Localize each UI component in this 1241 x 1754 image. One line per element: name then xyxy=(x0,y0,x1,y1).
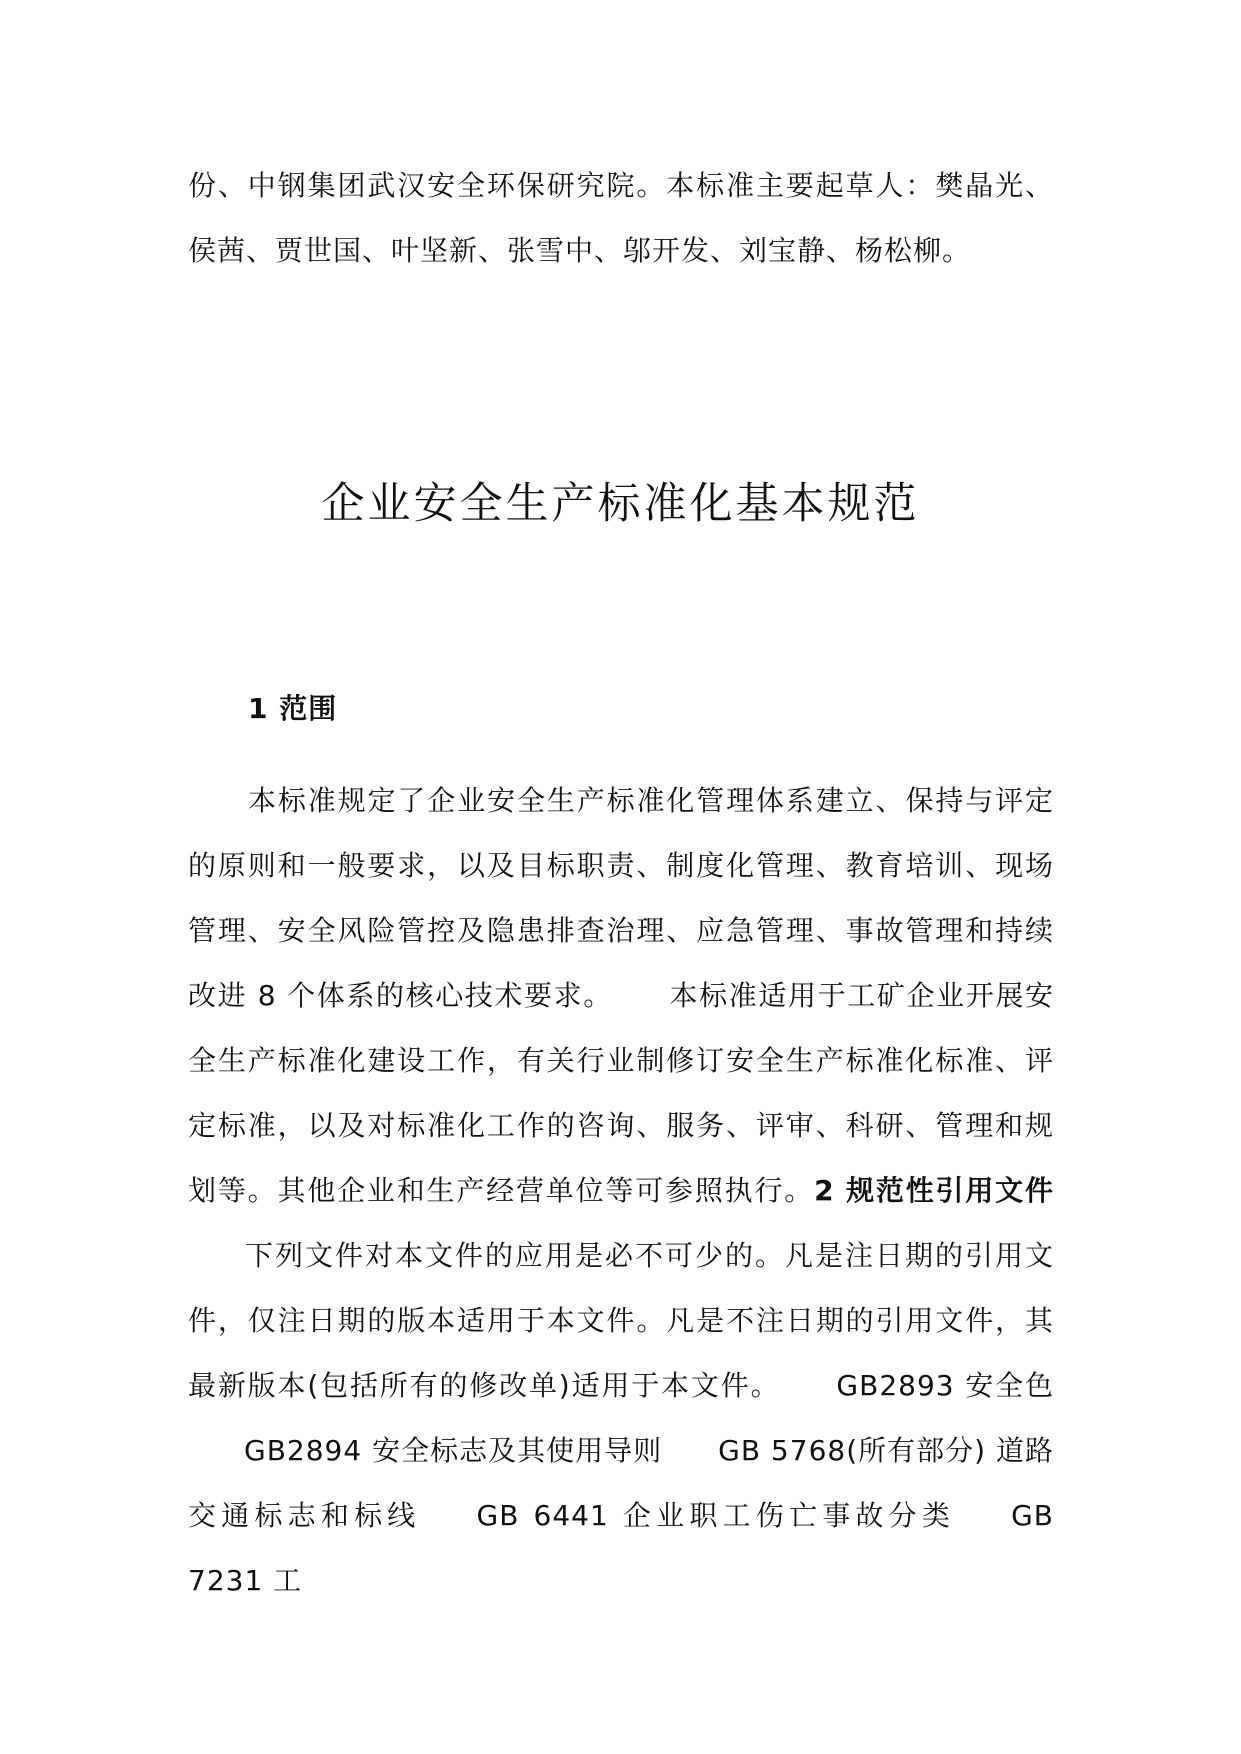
section-1-body-part-b: 本标准适用于工矿企业开展安全生产标准化建设工作，有关行业制修订安全生产标准化标准、评定标准，以及对标准化工作的咨询、服务、评审、科研、管理和规划等。其他企业和生产经营单位等可参照执行。 xyxy=(188,979,1054,1207)
section-1-heading: 1 范围 xyxy=(248,692,338,725)
intro-paragraph: 份、中钢集团武汉安全环保研究院。本标准主要起草人：樊晶光、侯茜、贾世国、叶坚新、张雪中、邬开发、刘宝静、杨松柳。 xyxy=(188,169,1054,267)
section-2-heading: 2 规范性引用文件 xyxy=(814,1174,1054,1207)
reference-gb7231: GB 7231 工 xyxy=(188,1499,1054,1597)
reference-gb2894: GB2894 安全标志及其使用导则 xyxy=(244,1434,663,1467)
section-1-body-part-a: 本标准规定了企业安全生产标准化管理体系建立、保持与评定的原则和一般要求，以及目标职责、制度化管理、教育培训、现场管理、安全风险管控及隐患排查治理、应急管理、事故管理和持续改进 8 个体系的核心技术要求。 xyxy=(188,784,1054,1012)
section-1-body xyxy=(188,768,1054,1613)
document-title: 企业安全生产标准化基本规范 xyxy=(321,479,920,529)
reference-gb6441: GB 6441 企业职工伤亡事故分类 xyxy=(476,1499,956,1532)
reference-gb2893: GB2893 安全色 xyxy=(836,1369,1054,1402)
section-2-body: 下列文件对本文件的应用是必不可少的。凡是注日期的引用文件，仅注日期的版本适用于本文件。凡是不注日期的引用文件，其最新版本(包括所有的修改单)适用于本文件。 xyxy=(188,1239,1054,1402)
reference-gb5768: GB 5768(所有部分) 道路交通标志和标线 xyxy=(188,1434,1054,1532)
